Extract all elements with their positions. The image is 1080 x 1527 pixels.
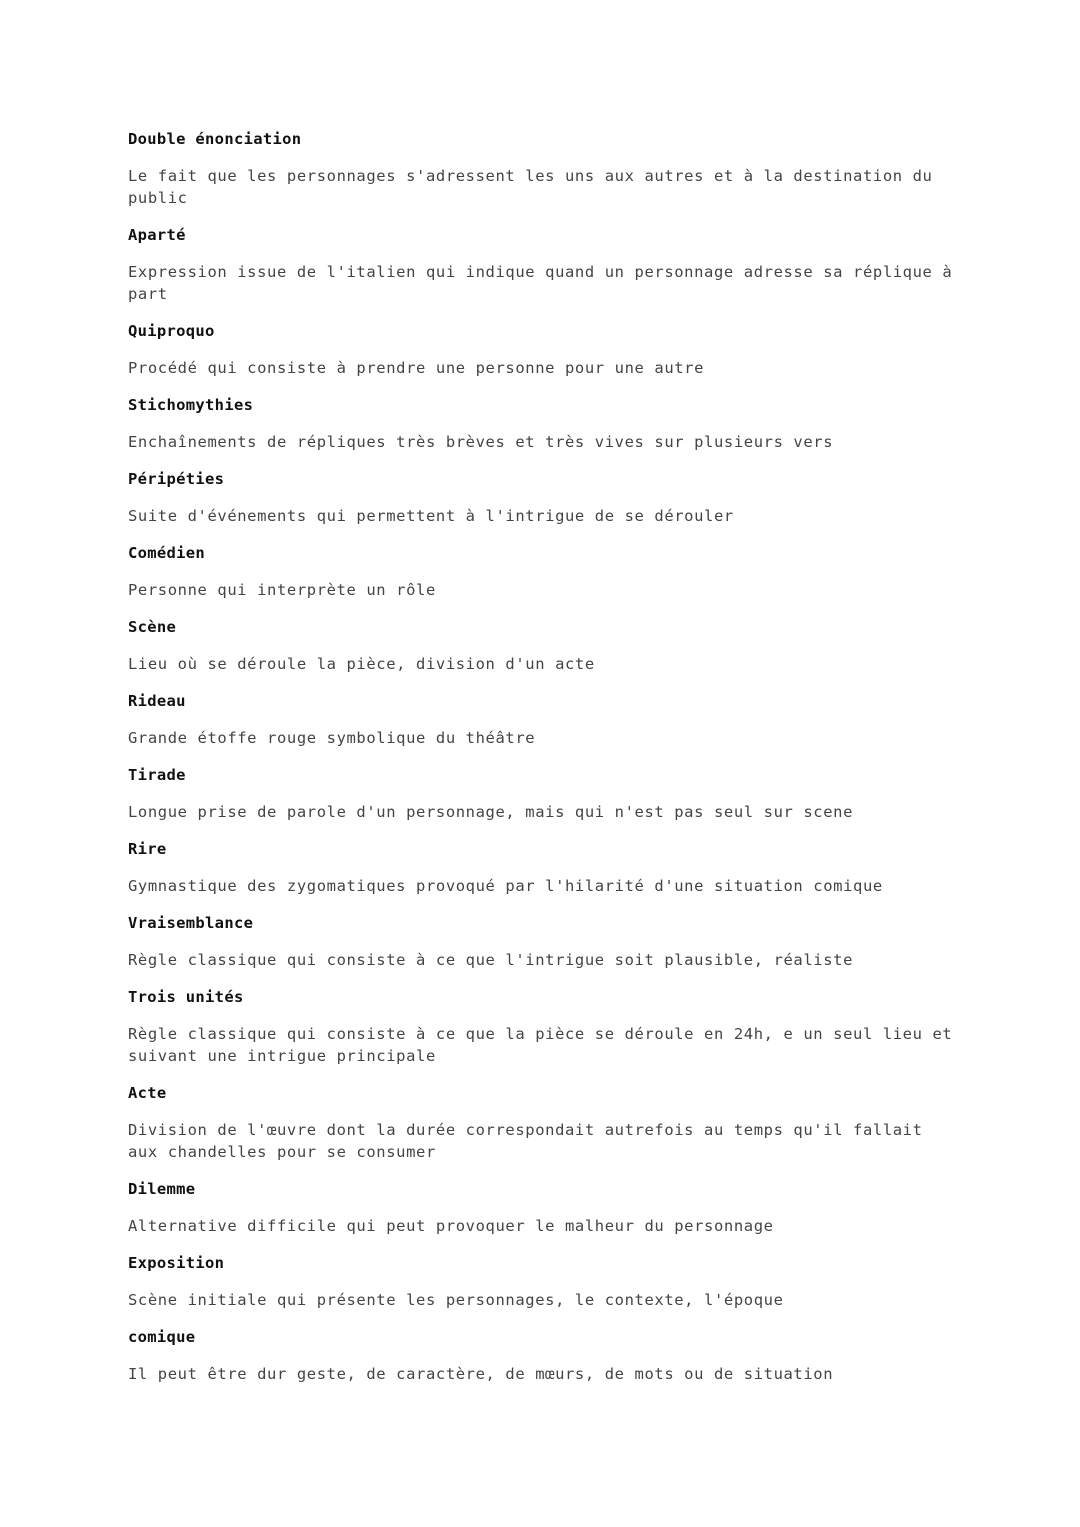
glossary-term: Quiproquo (128, 322, 215, 340)
glossary-term: Tirade (128, 766, 186, 784)
glossary-definition: Division de l'œuvre dont la durée correspondait autrefois au temps qu'il fallait aux chandelles pour se consumer (128, 1121, 923, 1161)
glossary-entry (128, 1178, 958, 1237)
glossary-entry (128, 986, 958, 1067)
glossary-term: comique (128, 1328, 196, 1346)
glossary-entry (128, 764, 958, 823)
glossary-definition: Scène initiale qui présente les personnages, le contexte, l'époque (128, 1291, 784, 1309)
glossary-term: Scène (128, 618, 177, 636)
glossary-document (128, 128, 958, 1400)
glossary-entry (128, 1326, 958, 1385)
glossary-term: Comédien (128, 544, 206, 562)
glossary-term: Exposition (128, 1254, 225, 1272)
glossary-entry (128, 394, 958, 453)
glossary-entry (128, 320, 958, 379)
glossary-definition: Longue prise de parole d'un personnage, mais qui n'est pas seul sur scene (128, 803, 854, 821)
glossary-entry (128, 616, 958, 675)
glossary-entry (128, 224, 958, 305)
glossary-entry (128, 912, 958, 971)
glossary-term: Stichomythies (128, 396, 254, 414)
glossary-definition: Le fait que les personnages s'adressent les uns aux autres et à la destination du public (128, 167, 933, 207)
glossary-entry (128, 1082, 958, 1163)
glossary-entry (128, 128, 958, 209)
glossary-term: Rire (128, 840, 167, 858)
glossary-term: Dilemme (128, 1180, 196, 1198)
glossary-definition: Suite d'événements qui permettent à l'intrigue de se dérouler (128, 507, 734, 525)
glossary-term: Trois unités (128, 988, 244, 1006)
glossary-definition: Enchaînements de répliques très brèves et très vives sur plusieurs vers (128, 433, 834, 451)
glossary-definition: Lieu où se déroule la pièce, division d'un acte (128, 655, 595, 673)
glossary-term: Acte (128, 1084, 167, 1102)
glossary-entry (128, 1252, 958, 1311)
glossary-term: Double énonciation (128, 130, 302, 148)
glossary-term: Vraisemblance (128, 914, 254, 932)
glossary-term: Péripéties (128, 470, 225, 488)
glossary-definition: Expression issue de l'italien qui indique quand un personnage adresse sa réplique à part (128, 263, 953, 303)
glossary-definition: Règle classique qui consiste à ce que la pièce se déroule en 24h, e un seul lieu et suivant une intrigue principale (128, 1025, 953, 1065)
glossary-term: Rideau (128, 692, 186, 710)
glossary-term: Aparté (128, 226, 186, 244)
glossary-entry (128, 468, 958, 527)
glossary-definition: Procédé qui consiste à prendre une personne pour une autre (128, 359, 705, 377)
glossary-entry (128, 838, 958, 897)
glossary-entry (128, 690, 958, 749)
glossary-definition: Il peut être dur geste, de caractère, de mœurs, de mots ou de situation (128, 1365, 834, 1383)
glossary-definition: Gymnastique des zygomatiques provoqué par l'hilarité d'une situation comique (128, 877, 883, 895)
glossary-definition: Alternative difficile qui peut provoquer le malheur du personnage (128, 1217, 774, 1235)
glossary-definition: Règle classique qui consiste à ce que l'intrigue soit plausible, réaliste (128, 951, 854, 969)
glossary-definition: Personne qui interprète un rôle (128, 581, 436, 599)
glossary-definition: Grande étoffe rouge symbolique du théâtre (128, 729, 536, 747)
glossary-entry (128, 542, 958, 601)
